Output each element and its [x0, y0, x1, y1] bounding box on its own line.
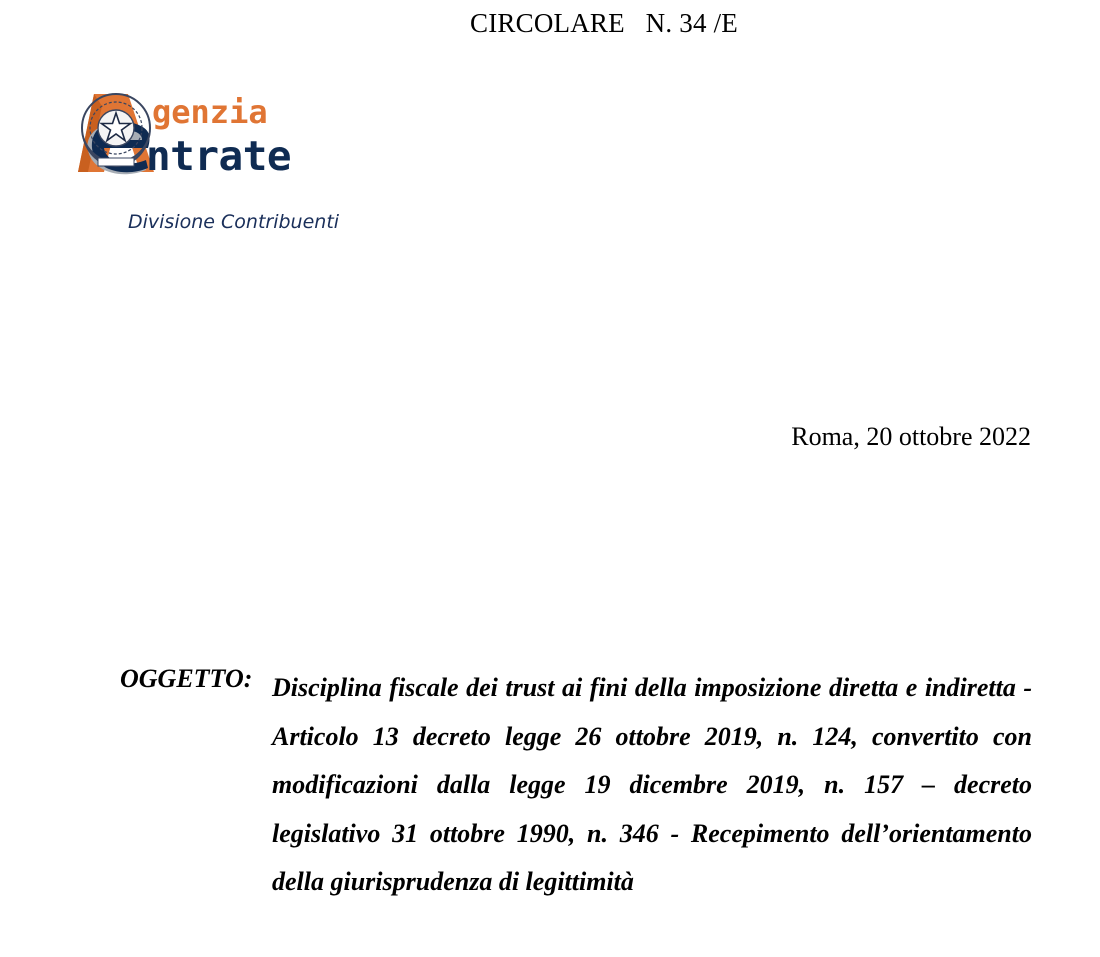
logo-word-ntrate: ntrate: [146, 132, 292, 180]
subject-text: Disciplina fiscale dei trust ai fini della imposizione diretta e indiretta - Articolo 13 decreto legge 26 ottobre 2019, n. 124, convertito con modificazioni dalla legge 19 dicembre 2019, n. 157 – decreto legislativo 31 ottobre 1990, n. 346 - Recepimento dell’orientamento della giurisprudenza di legittimità: [272, 673, 1032, 896]
subject-label: OGGETTO:: [120, 664, 253, 693]
logo-word-genzia: genzia: [152, 93, 268, 131]
division-name: Divisione Contribuenti: [128, 211, 340, 233]
document-date: Roma, 20 ottobre 2022: [791, 422, 1031, 451]
italian-republic-emblem-icon: [76, 88, 156, 172]
agenzia-entrate-logo: [76, 88, 456, 198]
circular-number: CIRCOLARE N. 34 /E: [470, 8, 739, 38]
